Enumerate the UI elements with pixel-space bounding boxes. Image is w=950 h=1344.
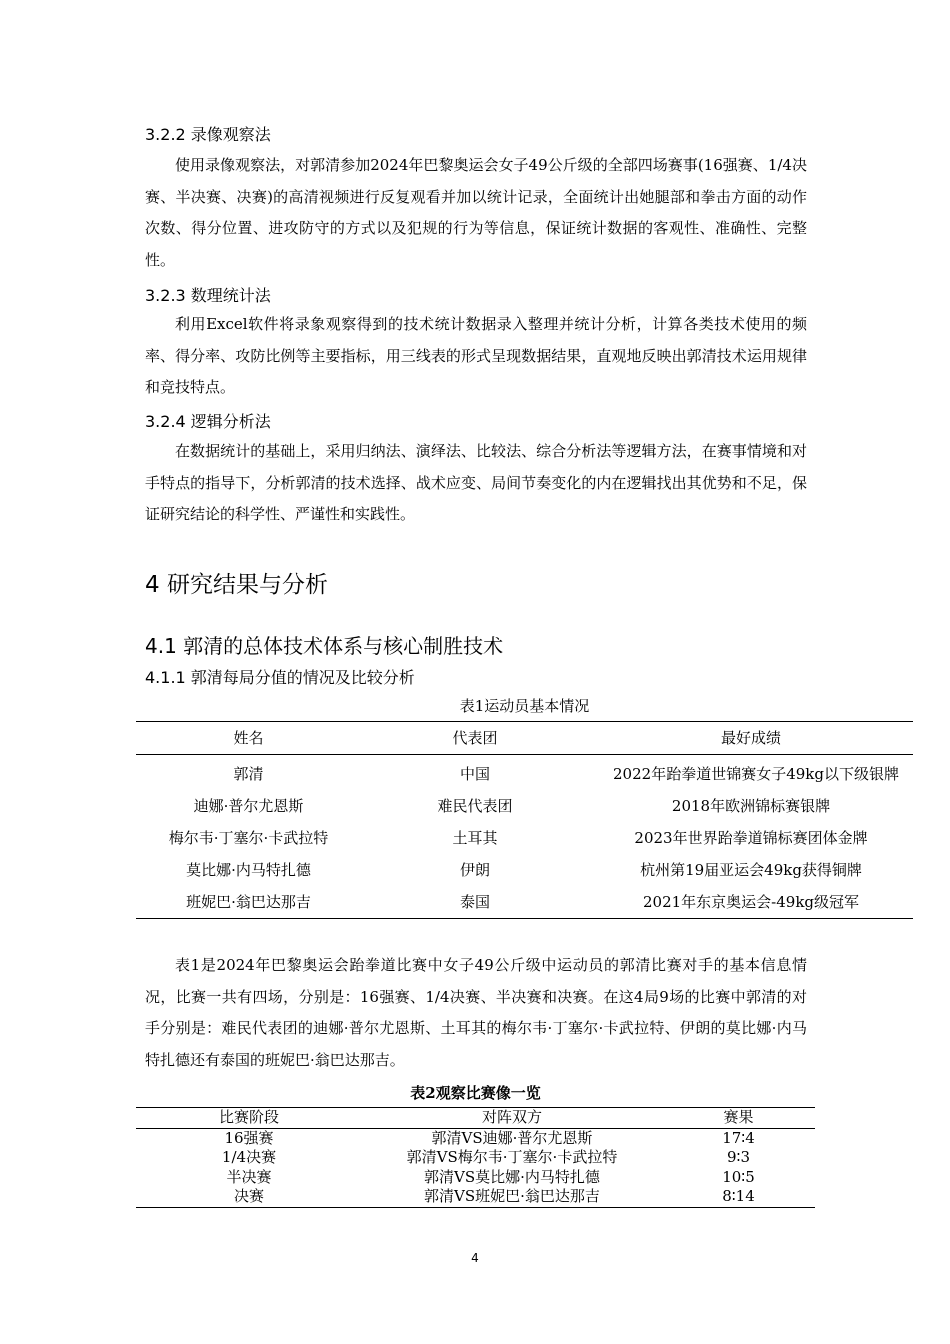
page-number: 4 [471, 1251, 479, 1265]
table-row [136, 1148, 815, 1168]
paragraph-table1-description: 表1是2024年巴黎奥运会跆拳道比赛中女子49公斤级中运动员的郭清比赛对手的基本信息情况，比赛一共有四场，分别是：16强赛、1/4决赛、半决赛和决赛。在这4局9场的比赛中郭清的对手分别是：难民代表团的迪娜·普尔尤恩斯、土耳其的梅尔韦·丁塞尔·卡武拉特、伊朗的莫比娜·内马特扎德还有泰国的班妮巴·翁巴达那吉。 [145, 956, 807, 1069]
table2-cell: 半决赛 [226, 1167, 272, 1186]
table1-cell: 班妮巴·翁巴达那吉 [186, 893, 311, 911]
table2-cell: 郭清VS班妮巴·翁巴达那吉 [424, 1187, 600, 1205]
table2-cell: 9∶3 [727, 1148, 750, 1166]
table2-cell: 16强赛 [224, 1128, 274, 1147]
table2-cell: 郭清VS迪娜·普尔尤恩斯 [431, 1128, 593, 1147]
heading-3-2-3: 3.2.3 数理统计法 [145, 286, 271, 305]
table1-cell: 莫比娜·内马特扎德 [186, 861, 311, 879]
table1-header-delegation: 代表团 [452, 729, 498, 747]
table1-header-row [136, 722, 913, 755]
table2-cell: 10∶5 [722, 1167, 755, 1186]
table1-cell: 中国 [459, 765, 490, 783]
table1 [136, 721, 913, 919]
table-row [136, 755, 913, 791]
table1-cell: 伊朗 [459, 861, 490, 879]
chapter-4-heading: 4 研究结果与分析 [145, 572, 328, 598]
table1-cell: 杭州第19届亚运会49kg获得铜牌 [640, 861, 862, 879]
paragraph-3-2-2: 使用录像观察法，对郭清参加2024年巴黎奥运会女子49公斤级的全部四场赛事(16强赛、1/4决赛、半决赛、决赛)的高清视频进行反复观看并加以统计记录，全面统计出她腿部和拳击方面的动作次数、得分位置、进攻防守的方式以及犯规的行为等信息，保证统计数据的客观性、准确性、完整性。 [145, 156, 807, 269]
heading-3-2-2: 3.2.2 录像观察法 [145, 125, 271, 144]
table2-header-row [136, 1108, 815, 1129]
table2-cell: 17∶4 [722, 1128, 755, 1147]
table1-header-best-result: 最好成绩 [720, 729, 781, 747]
table2-header-result: 赛果 [723, 1108, 754, 1126]
paragraph-3-2-4: 在数据统计的基础上，采用归纳法、演绎法、比较法、综合分析法等逻辑方法，在赛事情境和对手特点的指导下，分析郭清的技术选择、战术应变、局间节奏变化的内在逻辑找出其优势和不足，保证研究结论的科学性、严谨性和实践性。 [145, 442, 807, 523]
table1-cell: 2021年东京奥运会-49kg级冠军 [642, 893, 860, 911]
table2-cell: 郭清VS莫比娜·内马特扎德 [424, 1167, 600, 1186]
table-row [136, 854, 913, 886]
heading-3-2-4: 3.2.4 逻辑分析法 [145, 412, 271, 431]
table-row [136, 1168, 815, 1188]
table1-cell: 2018年欧洲锦标赛银牌 [671, 797, 831, 815]
section-4-1-1-heading: 4.1.1 郭清每局分值的情况及比较分析 [145, 668, 415, 687]
table1-caption: 表1运动员基本情况 [459, 697, 590, 715]
table2-cell: 郭清VS梅尔韦·丁塞尔·卡武拉特 [406, 1148, 618, 1166]
table2-header-stage: 比赛阶段 [218, 1108, 279, 1126]
table2-caption: 表2观察比赛像一览 [410, 1084, 541, 1102]
table1-cell: 梅尔韦·丁塞尔·卡武拉特 [168, 829, 329, 847]
table-row [136, 886, 913, 919]
table-row [136, 790, 913, 822]
paragraph-3-2-3: 利用Excel软件将录象观察得到的技术统计数据录入整理并统计分析，计算各类技术使用的频率、得分率、攻防比例等主要指标，用三线表的形式呈现数据结果，直观地反映出郭清技术运用规律和竞技特点。 [145, 315, 807, 396]
table-row [136, 822, 913, 854]
table2-cell: 决赛 [233, 1187, 264, 1205]
table-row [136, 1128, 815, 1148]
table1-cell: 迪娜·普尔尤恩斯 [193, 797, 304, 815]
table2-cell: 1/4决赛 [221, 1148, 277, 1166]
table-row [136, 1187, 815, 1207]
table2 [136, 1107, 815, 1208]
table1-header-name: 姓名 [233, 729, 264, 747]
section-4-1-heading: 4.1 郭清的总体技术体系与核心制胜技术 [145, 634, 504, 658]
table1-cell: 土耳其 [452, 829, 498, 847]
table2-cell: 8∶14 [722, 1187, 755, 1205]
table1-cell: 2022年跆拳道世锦赛女子49kg以下级银牌 [613, 765, 899, 783]
table1-cell: 郭清 [233, 765, 264, 783]
table2-header-matchup: 对阵双方 [481, 1108, 542, 1126]
table1-cell: 难民代表团 [437, 797, 513, 815]
table1-cell: 泰国 [459, 893, 490, 911]
table1-cell: 2023年世界跆拳道锦标赛团体金牌 [634, 829, 868, 847]
